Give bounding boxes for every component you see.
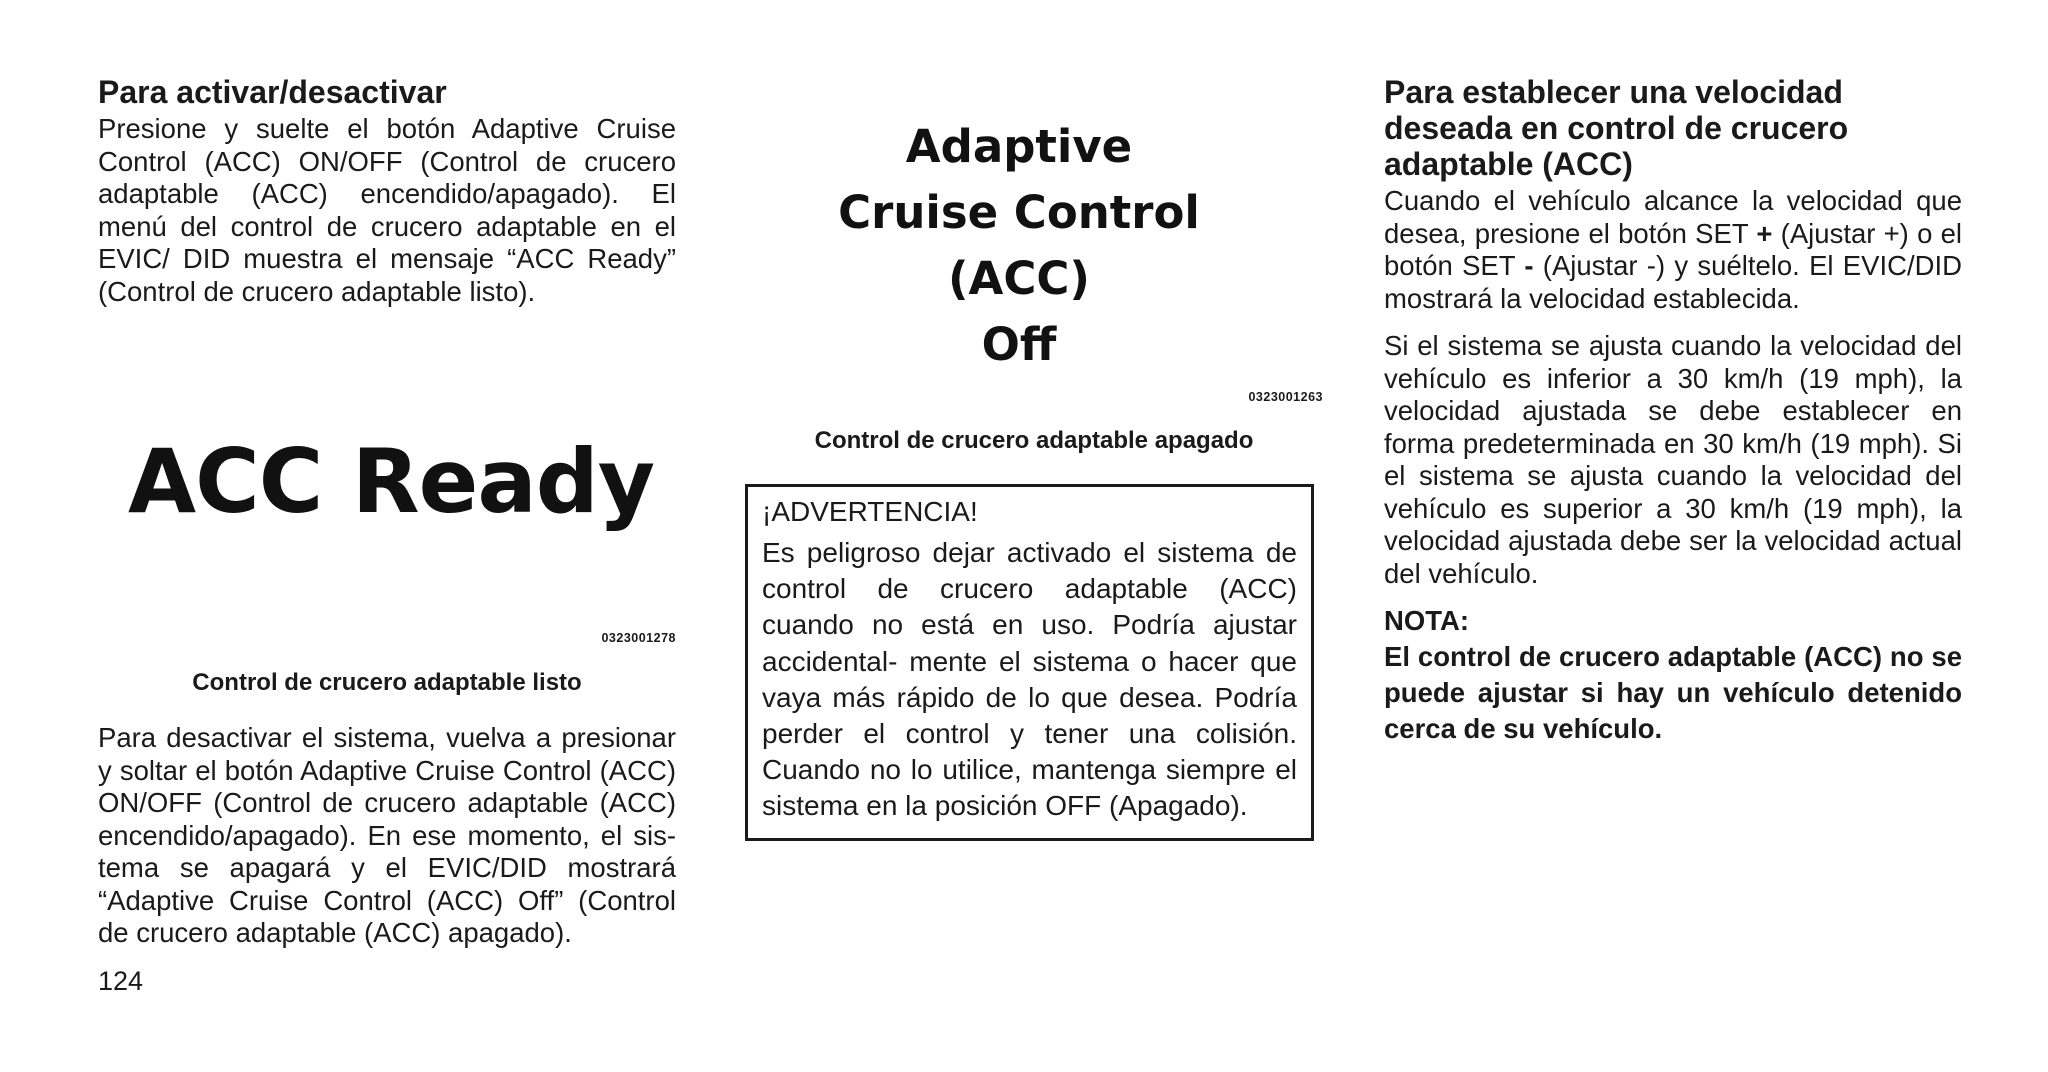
section-heading-activate: Para activar/desactivar xyxy=(98,74,447,110)
page-number: 124 xyxy=(98,966,144,996)
acc-off-line-adaptive: Adaptive xyxy=(905,120,1133,173)
figure-code: 0323001263 xyxy=(1248,390,1323,404)
note-text: El control de crucero adaptable (ACC) no se puede ajustar si hay un vehículo detenido cerca de su vehículo. xyxy=(1384,641,1962,744)
acc-off-line-off: Off xyxy=(981,318,1057,371)
deactivate-paragraph: Para desactivar el sistema, vuelva a presionar y soltar el botón Adaptive Cruise Control (ACC) ON/OFF (Control de crucero adaptable (ACC) encendido/apagado). En ese momento, el sis- tema se apagará y el EVIC/DID mostrará “Adaptive Cruise Control (ACC) Off” (Control de crucero adaptable (ACC) apagado). xyxy=(98,722,676,948)
set-speed-text-c: (Ajustar -) y suéltelo. El EVIC/DID mostrará la velocidad establecida. xyxy=(1384,250,1962,314)
warning-title: ¡ADVERTENCIA! xyxy=(762,496,978,527)
set-minus-symbol: - xyxy=(1524,250,1534,281)
acc-off-line-acc: (ACC) xyxy=(947,252,1090,305)
warning-text: Es peligroso dejar activado el sistema de control de crucero adaptable (ACC) cuando no está en uso. Podría ajustar accidental- mente el sistema o hacer que vaya más rápido de lo que desea. Podría perder el control y tener una colisión. Cuando no lo utilice, mantenga siempre el sistema en la posición OFF (Apagado). xyxy=(762,537,1297,822)
set-speed-paragraph xyxy=(1384,185,1962,315)
set-plus-symbol: + xyxy=(1756,217,1773,249)
acc-off-line-cruise-control: Cruise Control xyxy=(838,186,1200,239)
section-heading-set-speed: Para establecer una velocidad deseada en control de crucero adaptable (ACC) xyxy=(1384,74,1849,182)
figure-caption-acc-ready: Control de crucero adaptable listo xyxy=(192,669,582,696)
acc-ready-display-text: ACC Ready xyxy=(128,430,655,533)
acc-off-figure xyxy=(745,106,1323,406)
speed-threshold-paragraph: Si el sistema se ajusta cuando la velocidad del vehículo es inferior a 30 km/h (19 mph), la velocidad ajustada se debe establecer en forma predeterminada en 30 km/h (19 mph). Si el sistema se ajusta cuando la velocidad del vehículo es superior a 30 km/h (19 mph), la velocidad ajustada debe ser la velocidad actual del vehículo. xyxy=(1384,330,1962,589)
acc-ready-figure xyxy=(128,420,676,650)
set-speed-text-a: Cuando el vehículo alcance la velocidad que desea, presione el botón SET xyxy=(1384,185,1962,249)
activate-paragraph: Presione y suelte el botón Adaptive Cruise Control (ACC) ON/OFF (Control de crucero adaptable (ACC) encendido/apagado). El menú del control de crucero adaptable en el EVIC/ DID muestra el mensaje “ACC Ready” (Control de crucero adaptable listo). xyxy=(98,113,676,307)
note-title: NOTA: xyxy=(1384,605,1470,636)
set-speed-text-b: (Ajustar +) o el botón SET xyxy=(1384,217,1962,281)
figure-caption-acc-off: Control de crucero adaptable apagado xyxy=(814,427,1254,454)
warning-box xyxy=(745,484,1314,841)
figure-code: 0323001278 xyxy=(601,631,676,645)
